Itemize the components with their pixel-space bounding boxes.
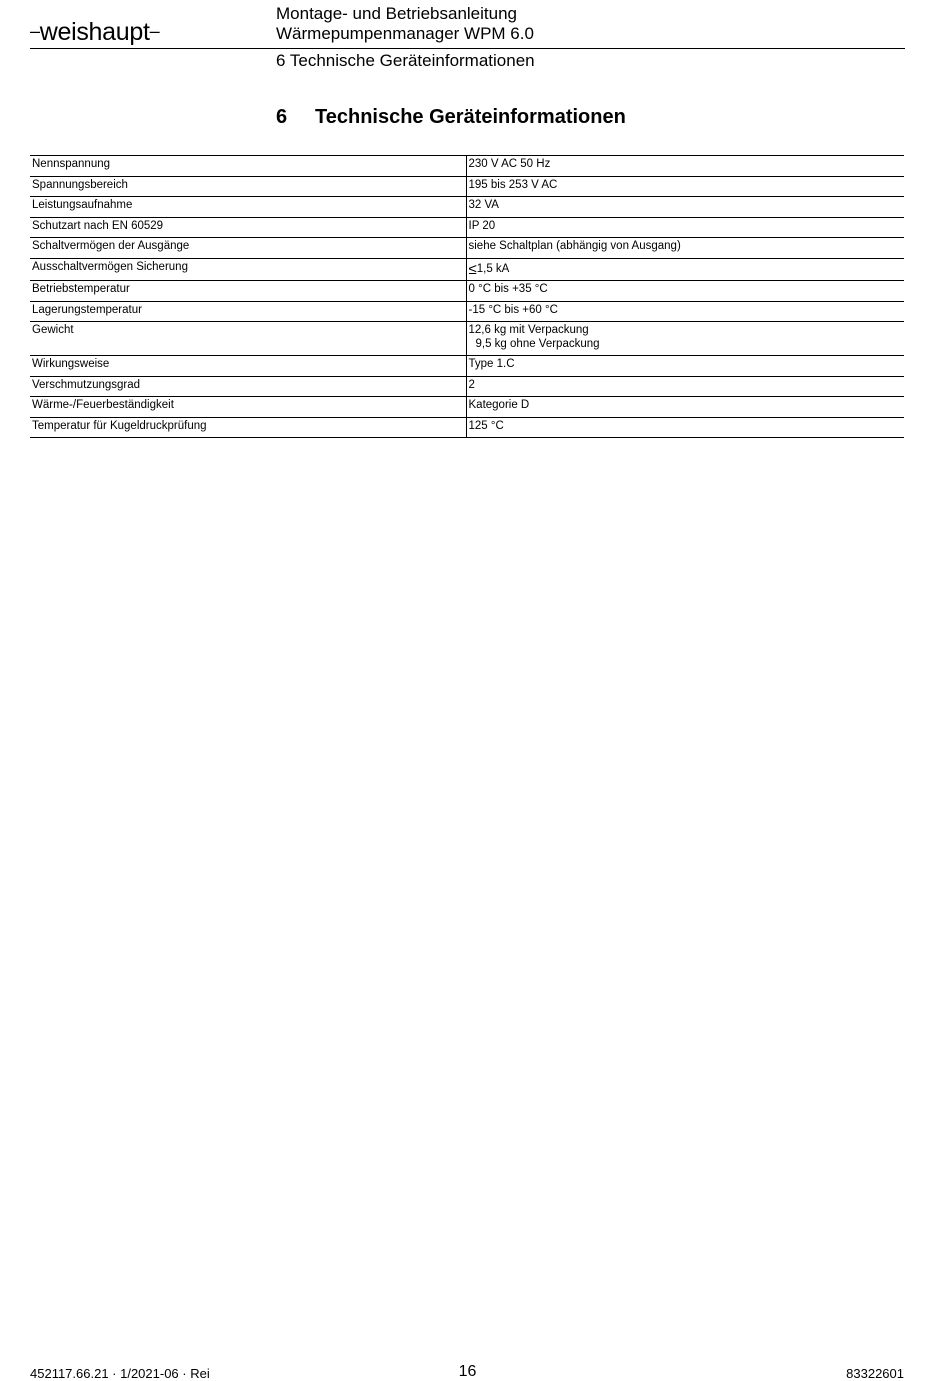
spec-value: 32 VA — [466, 197, 904, 218]
spec-label: Lagerungstemperatur — [32, 303, 142, 316]
table-row — [30, 197, 904, 218]
section-reference: 6 Technische Geräteinformationen — [276, 51, 535, 70]
spec-label: Ausschaltvermögen Sicherung — [32, 260, 188, 273]
spec-value-text: 1,5 kA — [476, 262, 510, 275]
spec-label: Verschmutzungsgrad — [32, 378, 141, 391]
spec-value: 195 bis 253 V AC — [466, 176, 904, 197]
spec-value: Kategorie D — [466, 397, 904, 418]
footer-article-number: 83322601 — [846, 1366, 904, 1381]
less-or-equal-symbol: ≤ — [468, 260, 477, 278]
spec-value: -15 °C bis +60 °C — [466, 301, 904, 322]
spec-label: Gewicht — [32, 324, 74, 336]
table-row — [30, 156, 904, 177]
spec-value-line1: 12,6 kg mit Verpackung — [468, 324, 589, 336]
chapter-number: 6 — [276, 106, 288, 128]
table-row — [30, 281, 904, 302]
spec-value: 2 — [466, 376, 904, 397]
document-title-line2: Wärmepumpenmanager WPM 6.0 — [276, 24, 534, 43]
document-title — [276, 4, 534, 44]
technical-specs-table — [30, 155, 904, 438]
header-divider — [30, 48, 905, 49]
logo-text: weishaupt — [39, 18, 150, 46]
spec-label: Temperatur für Kugeldruckprüfung — [32, 419, 207, 432]
table-row — [30, 417, 904, 438]
spec-value: Type 1.C — [466, 356, 904, 377]
spec-label: Leistungsaufnahme — [32, 199, 133, 211]
spec-label: Nennspannung — [32, 158, 111, 170]
spec-value-line2: 9,5 kg ohne Verpackung — [475, 337, 600, 350]
spec-value: siehe Schaltplan (abhängig von Ausgang) — [466, 238, 904, 259]
footer-document-code: 452117.66.21 · 1/2021-06 · Rei — [30, 1366, 210, 1381]
spec-value: 125 °C — [466, 417, 904, 438]
chapter-title: Technische Geräteinformationen — [315, 106, 626, 128]
table-row — [30, 301, 904, 322]
spec-value — [466, 322, 904, 356]
table-row — [30, 238, 904, 259]
spec-value — [466, 258, 904, 281]
weishaupt-logo: –weishaupt– — [30, 18, 160, 46]
table-row — [30, 258, 904, 281]
spec-label: Schaltvermögen der Ausgänge — [32, 240, 190, 252]
table-row — [30, 322, 904, 356]
spec-label: Schutzart nach EN 60529 — [32, 219, 164, 232]
table-row — [30, 356, 904, 377]
table-row — [30, 397, 904, 418]
spec-label: Wärme-/Feuerbeständigkeit — [32, 399, 174, 411]
spec-value: IP 20 — [466, 217, 904, 238]
document-title-line1: Montage- und Betriebsanleitung — [276, 4, 517, 23]
table-row — [30, 176, 904, 197]
spec-value: 0 °C bis +35 °C — [466, 281, 904, 302]
table-row — [30, 217, 904, 238]
spec-label: Betriebstemperatur — [32, 283, 130, 295]
page-number: 16 — [458, 1363, 477, 1380]
spec-label: Wirkungsweise — [32, 358, 110, 370]
spec-value: 230 V AC 50 Hz — [466, 156, 904, 177]
spec-label: Spannungsbereich — [32, 178, 128, 191]
table-row — [30, 376, 904, 397]
chapter-heading — [276, 104, 626, 130]
